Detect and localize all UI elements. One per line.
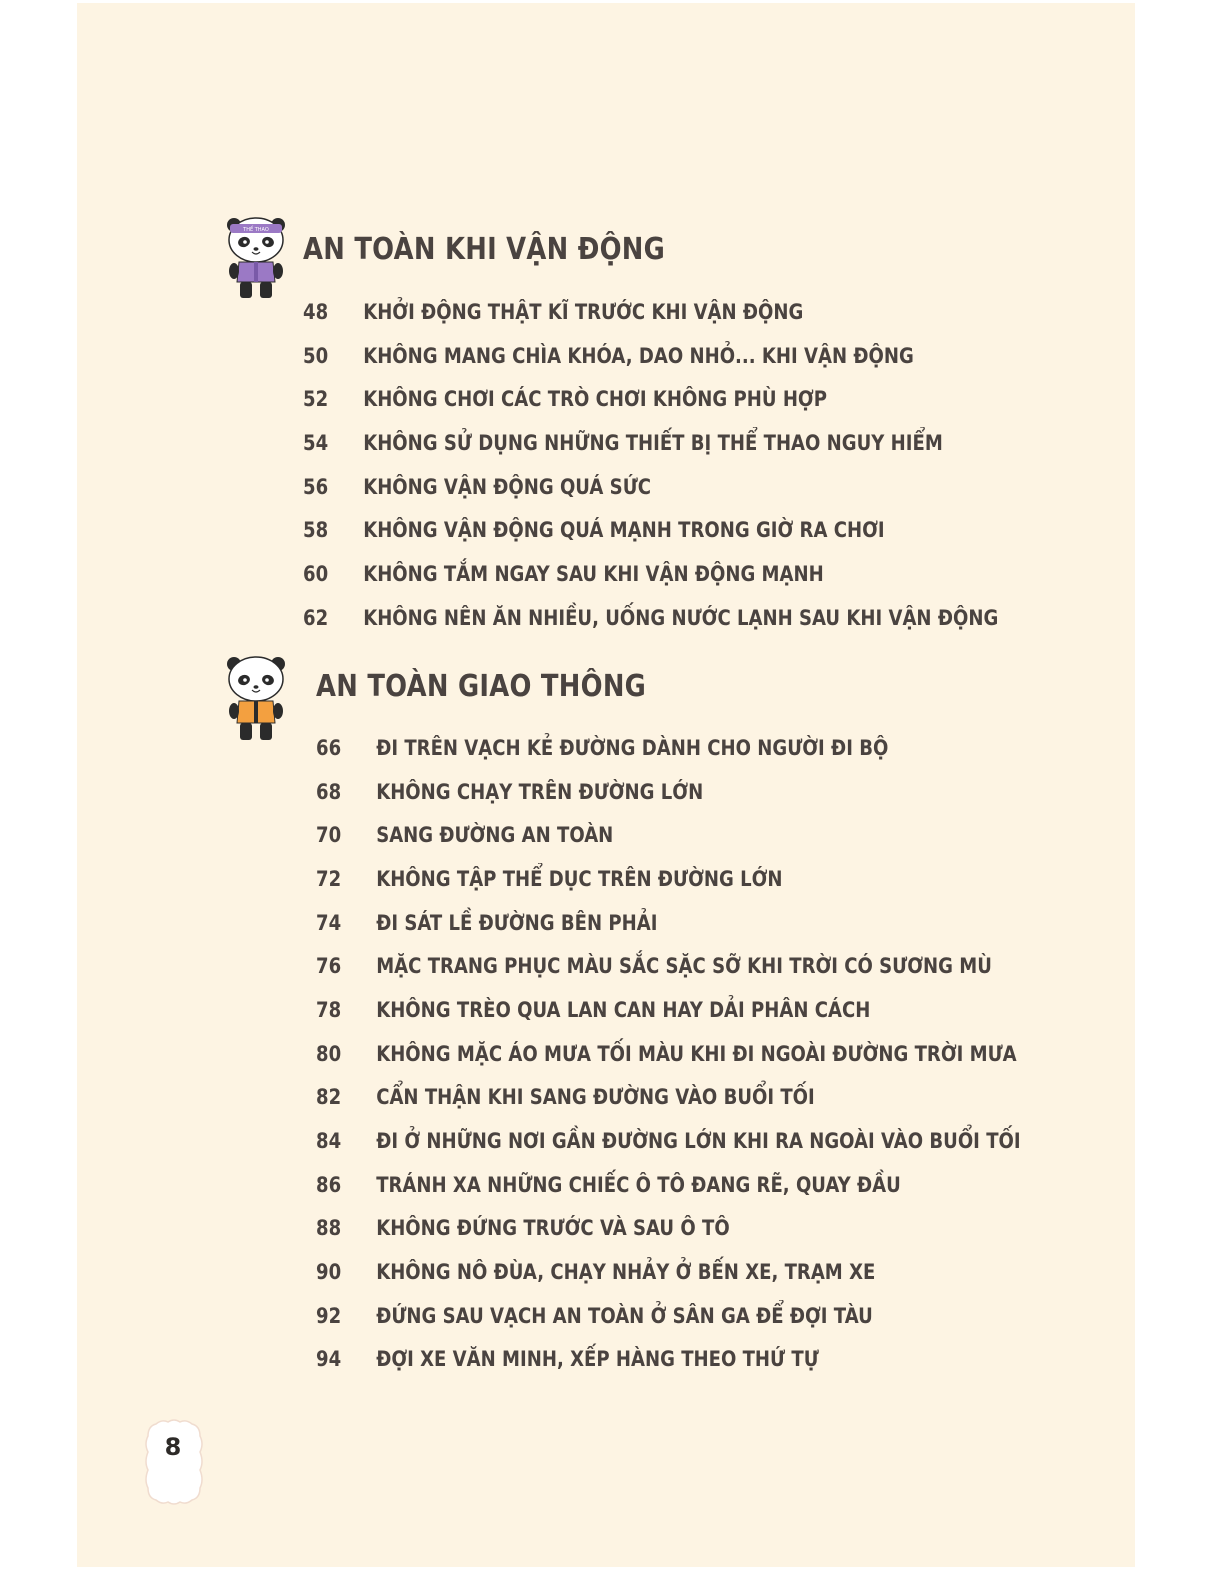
toc-entry[interactable] — [303, 596, 998, 640]
panda-traffic-mascot-icon — [225, 653, 287, 743]
toc-list — [316, 726, 1135, 1381]
toc-page-number: 60 — [303, 561, 329, 586]
page-number: 8 — [164, 1433, 182, 1461]
section-title: AN TOÀN KHI VẬN ĐỘNG — [303, 232, 666, 267]
toc-entry[interactable] — [316, 1207, 1021, 1251]
toc-entry-title: KHÔNG TẬP THỂ DỤC TRÊN ĐƯỜNG LỚN — [376, 866, 783, 891]
toc-entry[interactable] — [303, 377, 998, 421]
toc-entry-title: KHÔNG VẬN ĐỘNG QUÁ MẠNH TRONG GIỜ RA CHƠI — [363, 518, 885, 543]
toc-page-number: 54 — [303, 430, 329, 455]
toc-entry[interactable] — [316, 1076, 1021, 1120]
toc-entry-title: KHÔNG NÊN ĂN NHIỀU, UỐNG NƯỚC LẠNH SAU KHI VẬN ĐỘNG — [363, 605, 999, 630]
toc-entry-title: KHÔNG MANG CHÌA KHÓA, DAO NHỎ... KHI VẬN ĐỘNG — [363, 343, 914, 368]
toc-entry-title: KHÔNG ĐỨNG TRƯỚC VÀ SAU Ô TÔ — [376, 1216, 730, 1241]
toc-page-number: 50 — [303, 343, 329, 368]
toc-entry[interactable] — [316, 726, 1021, 770]
toc-page-number: 78 — [316, 997, 342, 1022]
page-number-badge-icon — [142, 1418, 206, 1506]
toc-entry[interactable] — [316, 813, 1021, 857]
toc-entry[interactable] — [316, 1338, 1021, 1382]
toc-entry[interactable] — [316, 770, 1021, 814]
toc-entry[interactable] — [303, 290, 998, 334]
toc-entry[interactable] — [303, 552, 998, 596]
toc-entry-title: KHÔNG MẶC ÁO MƯA TỐI MÀU KHI ĐI NGOÀI ĐƯỜNG TRỜI MƯA — [376, 1041, 1017, 1066]
toc-entry-title: TRÁNH XA NHỮNG CHIẾC Ô TÔ ĐANG RẼ, QUAY ĐẦU — [376, 1172, 901, 1197]
toc-entry-title: MẶC TRANG PHỤC MÀU SẮC SẶC SỠ KHI TRỜI CÓ SƯƠNG MÙ — [376, 954, 992, 979]
toc-entry[interactable] — [316, 1294, 1021, 1338]
toc-page-number: 70 — [316, 823, 342, 848]
toc-entry[interactable] — [316, 1032, 1021, 1076]
toc-page-number: 88 — [316, 1216, 342, 1241]
toc-page-number: 86 — [316, 1172, 342, 1197]
toc-entry-title: KHÔNG VẬN ĐỘNG QUÁ SỨC — [363, 474, 652, 499]
toc-page-number: 74 — [316, 910, 342, 935]
toc-page-number: 84 — [316, 1129, 342, 1154]
toc-page-number: 72 — [316, 866, 342, 891]
svg-text:THỂ THAO: THỂ THAO — [243, 227, 269, 233]
toc-page-number: 90 — [316, 1260, 342, 1285]
toc-list — [303, 290, 1111, 640]
toc-entry-title: ĐỢI XE VĂN MINH, XẾP HÀNG THEO THỨ TỰ — [376, 1347, 819, 1372]
toc-page-number: 52 — [303, 387, 329, 412]
toc-entry[interactable] — [316, 1163, 1021, 1207]
toc-entry[interactable] — [303, 334, 998, 378]
toc-page-number: 62 — [303, 605, 329, 630]
toc-entry-title: KHÔNG TRÈO QUA LAN CAN HAY DẢI PHÂN CÁCH — [376, 997, 871, 1022]
toc-page-number: 94 — [316, 1347, 342, 1372]
toc-page-number: 80 — [316, 1041, 342, 1066]
toc-page-number: 66 — [316, 735, 342, 760]
toc-entry-title: KHÔNG TẮM NGAY SAU KHI VẬN ĐỘNG MẠNH — [363, 561, 824, 586]
toc-entry-title: KHÔNG CHẠY TRÊN ĐƯỜNG LỚN — [376, 779, 704, 804]
section-title: AN TOÀN GIAO THÔNG — [316, 669, 647, 704]
toc-entry-title: CẨN THẬN KHI SANG ĐƯỜNG VÀO BUỔI TỐI — [376, 1085, 815, 1110]
toc-entry[interactable] — [303, 421, 998, 465]
toc-entry[interactable] — [316, 944, 1021, 988]
toc-page-number: 82 — [316, 1085, 342, 1110]
toc-entry-title: SANG ĐƯỜNG AN TOÀN — [376, 823, 614, 848]
toc-page-number: 76 — [316, 954, 342, 979]
toc-entry-title: KHỞI ĐỘNG THẬT KĨ TRƯỚC KHI VẬN ĐỘNG — [363, 299, 804, 324]
toc-entry-title: KHÔNG NÔ ĐÙA, CHẠY NHẢY Ở BẾN XE, TRẠM XE — [376, 1260, 876, 1285]
toc-entry[interactable] — [316, 988, 1021, 1032]
toc-page-number: 56 — [303, 474, 329, 499]
toc-entry[interactable] — [316, 901, 1021, 945]
toc-page-number: 58 — [303, 518, 329, 543]
toc-entry-title: ĐI SÁT LỀ ĐƯỜNG BÊN PHẢI — [376, 910, 658, 935]
toc-entry[interactable] — [303, 465, 998, 509]
toc-entry[interactable] — [316, 1250, 1021, 1294]
toc-entry-title: KHÔNG SỬ DỤNG NHỮNG THIẾT BỊ THỂ THAO NGUY HIỂM — [363, 430, 943, 455]
toc-page-number: 68 — [316, 779, 342, 804]
toc-entry[interactable] — [316, 857, 1021, 901]
toc-entry-title: ĐI TRÊN VẠCH KẺ ĐƯỜNG DÀNH CHO NGƯỜI ĐI BỘ — [376, 735, 889, 760]
toc-entry-title: KHÔNG CHƠI CÁC TRÒ CHƠI KHÔNG PHÙ HỢP — [363, 387, 827, 412]
toc-entry-title: ĐI Ở NHỮNG NƠI GẦN ĐƯỜNG LỚN KHI RA NGOÀI VÀO BUỔI TỐI — [376, 1129, 1021, 1154]
panda-sports-mascot-icon — [225, 214, 287, 302]
toc-entry[interactable] — [316, 1119, 1021, 1163]
toc-entry[interactable] — [303, 508, 998, 552]
toc-page-number: 92 — [316, 1303, 342, 1328]
toc-page-number: 48 — [303, 299, 329, 324]
toc-entry-title: ĐỨNG SAU VẠCH AN TOÀN Ở SÂN GA ĐỂ ĐỢI TÀU — [376, 1303, 873, 1328]
